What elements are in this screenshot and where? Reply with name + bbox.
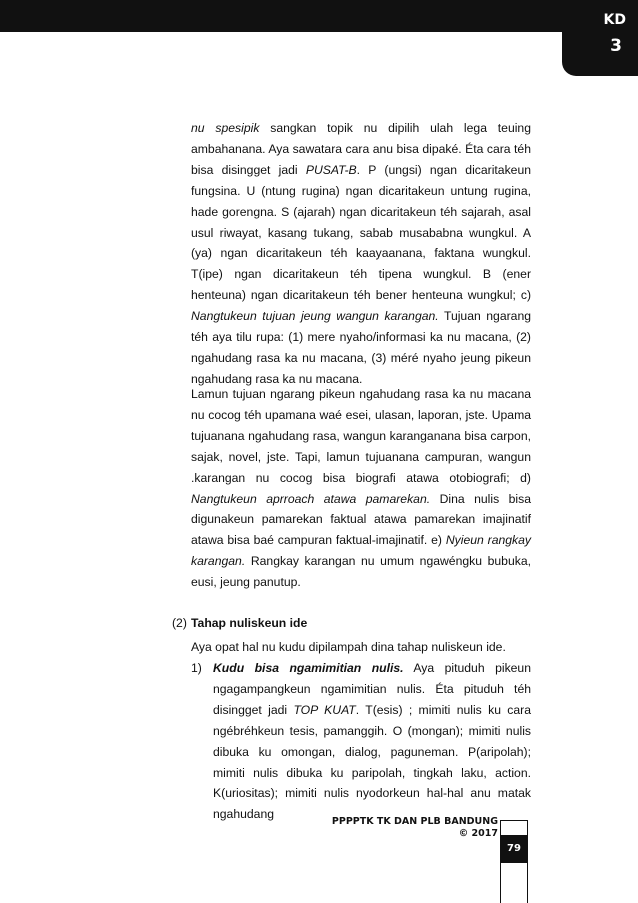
italic-term: Nyieun rangkay karangan. — [191, 533, 531, 569]
text-run: . P (ungsi) ngan dicaritakeun fungsina. U (ntung rugina) ngan dicaritakeun untung rugina, hade gorengna. S (ajarah) ngan dicaritakeun téh sajarah, asal usul riwayat, kasang tukang, sabab musababna wungkul. A (ya) ngan dicaritakeun téh kaayaanana, faktana wungkul. T(ipe) ngan dicaritakeun téh tipena wungkul. B (ener henteuna) ngan dicaritakeun téh bener henteuna wungkul; c) — [191, 162, 532, 303]
italic-term: nu spesipik — [191, 121, 260, 135]
page-number-box — [500, 820, 528, 903]
italic-term: PUSAT-B — [305, 162, 357, 177]
text-run: Tujuan ngarang téh aya tilu rupa: (1) mere nyaho/informasi ka nu macana, (2) ngahudang rasa ka nu macana, (3) méré nyaho jeung pikeun ngahudang rasa ka nu macana. — [191, 309, 531, 386]
text-run: Aya pituduh pikeun ngagampangkeun ngamimitian nulis. Éta pituduh téh disingget jadi — [213, 661, 531, 717]
text-run: . T(esis) ; mimiti nulis ku cara ngébréhkeun tesis, pamanggih. O (mongan); mimiti nulis dibuka ku omongan, dialog, paguneman. P(aripolah); mimiti nulis dibuka ku paripolah, tingkah laku, action. K(uriositas); mimiti nulis nyodorkeun hal-hal anu matak ngahudang — [213, 702, 532, 822]
text-run: Rangkay karangan nu umum ngawéngku bubuka, eusi, jeung panutup. — [191, 554, 531, 590]
footer-line-1: PPPPTK TK DAN PLB BANDUNG — [331, 816, 498, 827]
body-text — [191, 118, 531, 593]
text-run: Lamun tujuan ngarang pikeun ngahudang rasa ka nu macana nu cocog téh upamana waé esei, ulasan, laporan, jste. Upama tujuanana ngahudang rasa, wangun karanganana bisa carpon, sajak, novel, jste. Tapi, lamun tujuanana campuran, wangun .karangan nu cocog bisa biografi atawa otobiografi; d) — [191, 387, 531, 485]
text-run: sangkan topik nu dipilih ulah lega teuing ambahanana. Aya sawatara cara anu bisa dipaké. Éta cara téh bisa disingget jadi — [191, 121, 531, 177]
top-bar — [0, 0, 638, 32]
section-number: (2) — [172, 616, 187, 630]
chapter-tab-number: 3 — [610, 36, 622, 56]
italic-term: TOP KUAT — [293, 702, 356, 717]
list-item-lead: Kudu bisa ngamimitian nulis. — [213, 661, 404, 675]
page-number: 79 — [500, 835, 528, 863]
section-title: Tahap nuliskeun ide — [191, 616, 308, 630]
paragraph-2 — [191, 384, 531, 593]
list-item-text — [213, 658, 531, 825]
italic-term: Nangtukeun tujuan jeung wangun karangan. — [191, 309, 439, 324]
footer-publisher — [332, 816, 498, 840]
paragraph-1 — [191, 118, 532, 386]
chapter-tab — [562, 0, 638, 76]
chapter-tab-label: KD — [603, 12, 626, 28]
text-run: Dina nulis bisa digunakeun pamarekan faktual atawa pamarekan imajinatif atawa bisa baé campuran faktual-imajinatif. e) — [191, 491, 531, 548]
footer-line-2: © 2017 — [458, 828, 498, 839]
italic-term: Nangtukeun aprroach atawa pamarekan. — [191, 491, 431, 506]
section-intro — [191, 637, 531, 658]
intro-text: Aya opat hal nu kudu dipilampah dina tahap nuliskeun ide. — [191, 640, 506, 654]
list-item-number: 1) — [191, 661, 202, 675]
